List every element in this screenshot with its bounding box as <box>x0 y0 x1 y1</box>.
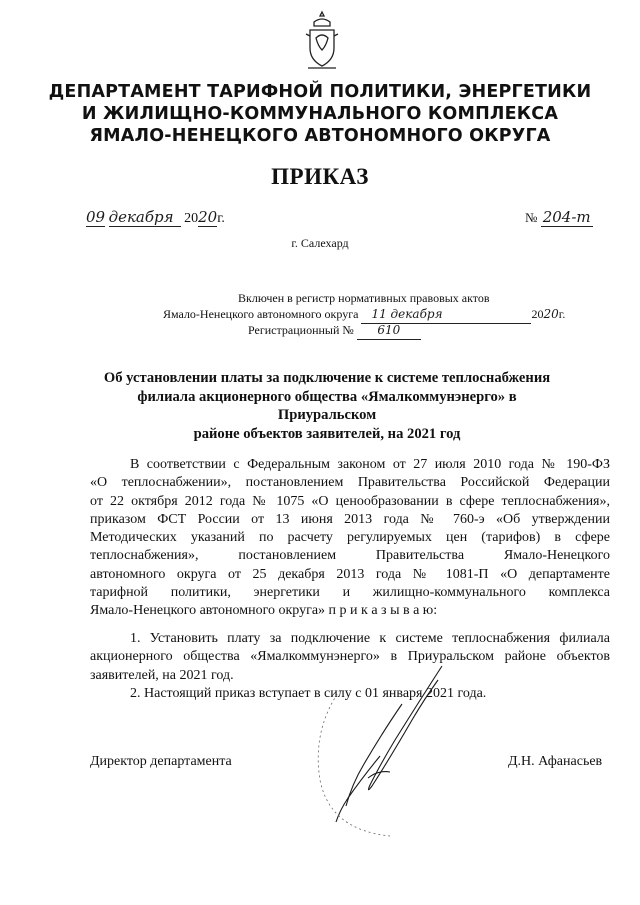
item-2: 2. Настоящий приказ вступает в силу с 01 января 2021 года. <box>130 685 487 701</box>
order-date <box>86 208 225 227</box>
date-year-prefix: 20 <box>184 211 199 226</box>
preamble-line-2: «О теплоснабжении», постановлением Правительства Российской Федерации <box>90 475 610 491</box>
registry-line-3 <box>248 322 421 340</box>
item-1-line-1: 1. Установить плату за подключение к системе теплоснабжения филиала <box>130 631 610 646</box>
preamble-line-1: В соответствии с Федеральным законом от 27 июля 2010 года № 190-ФЗ <box>130 457 610 472</box>
signatory-name: Д.Н. Афанасьев <box>508 754 603 769</box>
order-subject <box>92 369 562 443</box>
subject-line-2: филиала акционерного общества «Ямалкоммунэнерго» в Приуральском <box>137 388 517 423</box>
signatory-position: Директор департамента <box>90 754 232 769</box>
subject-line-3: районе объектов заявителей, на 2021 год <box>193 425 461 442</box>
item-1-line-2: акционерного общества «Ямалкоммунэнерго» в Приуральском районе объектов <box>90 649 610 665</box>
registry-number-label: Регистрационный № <box>248 323 354 337</box>
registry-number-value: 610 <box>357 322 421 340</box>
registry-line-2-prefix: Ямало-Ненецкого автономного округа <box>163 307 359 321</box>
handwritten-signature-icon <box>300 660 450 840</box>
number-value: 204-т <box>541 208 593 227</box>
preamble-line-3: от 22 октября 2012 года № 1075 «О ценообразовании в сфере теплоснабжения», <box>90 493 610 509</box>
department-name-line-1: ДЕПАРТАМЕНТ ТАРИФНОЙ ПОЛИТИКИ, ЭНЕРГЕТИКИ <box>48 82 592 102</box>
registry-line-1: Включен в регистр нормативных правовых актов <box>238 291 490 305</box>
subject-line-1: Об установлении платы за подключение к системе теплоснабжения <box>103 370 551 386</box>
department-name-line-3: ЯМАЛО-НЕНЕЦКОГО АВТОНОМНОГО ОКРУГА <box>89 126 551 146</box>
item-1-line-3: заявителей, на 2021 год. <box>90 667 234 683</box>
preamble-line-9: Ямало-Ненецкого автономного округа» п р и к а з ы в а ю: <box>90 603 438 619</box>
registry-year-prefix: 20 <box>531 307 544 321</box>
document-type-title: ПРИКАЗ <box>271 164 369 189</box>
department-name-line-2: И ЖИЛИЩНО-КОММУНАЛЬНОГО КОМПЛЕКСА <box>81 104 559 124</box>
preamble-line-4: приказом ФСТ России от 13 июня 2013 года № 760-э «Об утверждении <box>90 511 610 527</box>
date-year-unit: г. <box>217 211 225 226</box>
preamble-paragraph <box>90 456 610 621</box>
city: г. Салехард <box>291 236 349 250</box>
preamble-line-6: теплоснабжения», постановлением Правительства Ямало-Ненецкого <box>90 548 610 564</box>
date-day: 09 <box>86 208 106 226</box>
preamble-line-7: автономного округа от 25 декабря 2013 года № 1081-П «О департаменте <box>90 566 610 582</box>
date-year-suffix: 20 <box>198 208 218 226</box>
registry-year-suffix: 20 <box>543 307 559 321</box>
preamble-line-8: тарифной политики, энергетики и жилищно-коммунального комплекса <box>90 585 610 601</box>
coat-of-arms-icon <box>300 8 344 72</box>
preamble-line-5: Методических указаний по расчету регулируемых цен (тарифов) в сфере <box>90 530 610 546</box>
registry-date: 11 декабря <box>361 306 531 324</box>
number-label: № <box>525 210 538 225</box>
order-number <box>525 208 593 227</box>
registry-year-unit: г. <box>558 307 566 321</box>
date-month: декабря <box>109 208 181 227</box>
